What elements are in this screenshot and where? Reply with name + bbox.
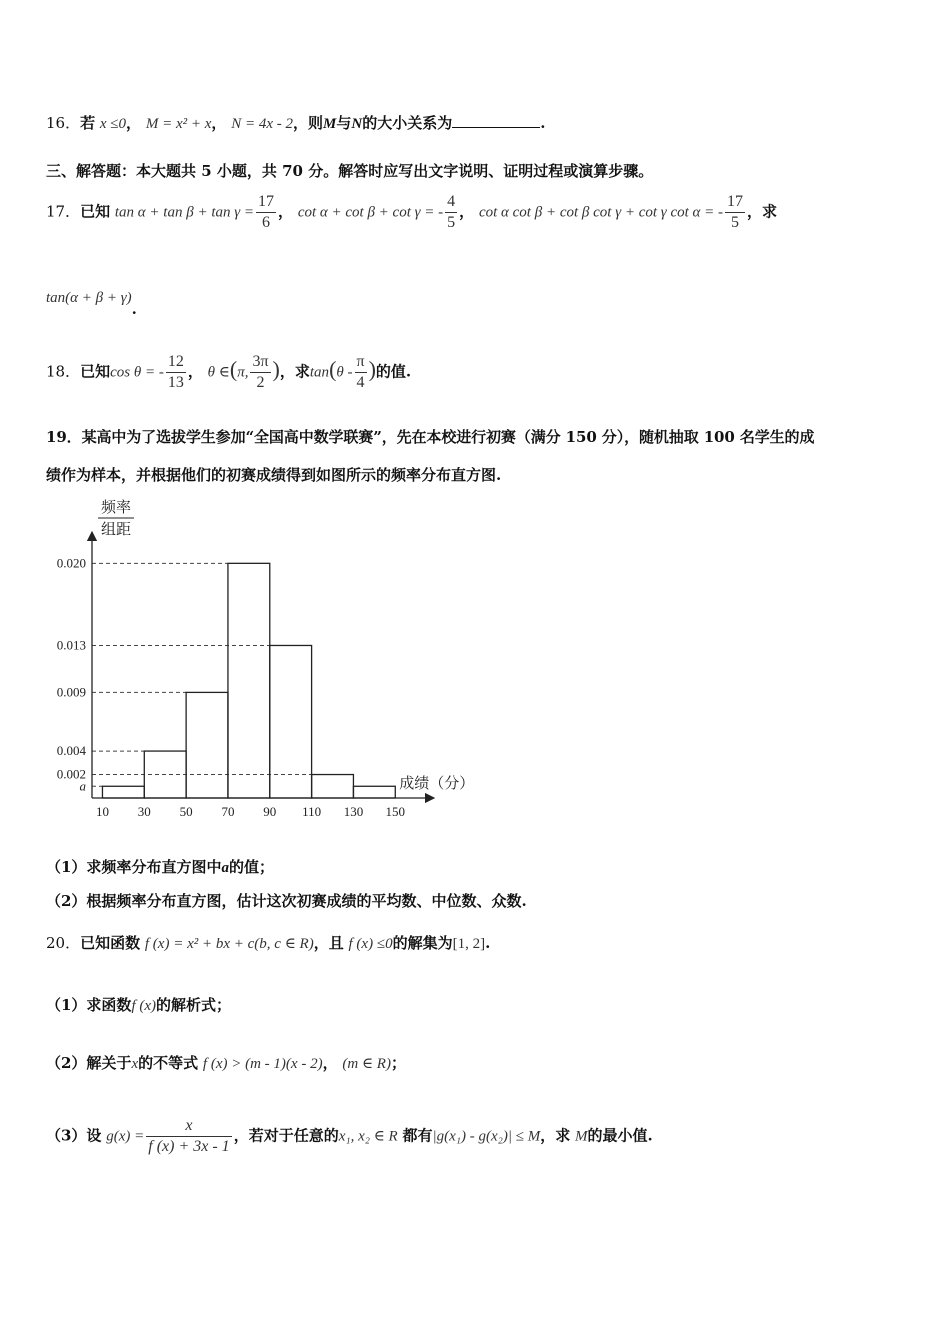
q17-number: 17． <box>46 202 81 221</box>
q20-part3-fraction <box>146 1116 231 1157</box>
q20-part3-ask: ，求 <box>540 1126 571 1145</box>
q20-line <box>46 932 490 955</box>
q20-part3-end: 的最小值. <box>587 1126 653 1145</box>
q20-solution-text: 的解集为 <box>392 934 453 952</box>
x-tick-label-0: 10 <box>95 804 109 819</box>
q17-eq1: tan α + tan β + tan γ = <box>114 204 255 221</box>
q18-interval-fraction <box>250 352 270 393</box>
q20-part3-variables: x₁, x₂ ∈ R <box>338 1128 398 1145</box>
q16-N: N <box>351 116 363 132</box>
histogram-bar-0 <box>102 786 144 798</box>
q16-line <box>46 112 545 135</box>
q16-condition: x ≤0 <box>99 116 127 132</box>
q20-part2-condition: (m ∈ R) <box>342 1056 391 1072</box>
q19-sub1 <box>46 856 274 879</box>
q20-part2-inequality: f (x) > (m - 1)(x - 2) <box>202 1056 323 1072</box>
q20-part3-denominator: f (x) + 3x - 1 <box>148 1138 230 1155</box>
q20-condition: f (x) ≤0 <box>348 936 393 952</box>
q18-interval-numerator: 3π <box>250 352 270 373</box>
q20-part3-M: M <box>575 1128 588 1145</box>
x-tick-label-4: 90 <box>263 804 277 819</box>
q19-line1: 19．某高中为了选拔学生参加“全国高中数学联赛”，先在本校进行初赛（满分 150 分），随机抽取 100 名学生的成 <box>46 428 815 446</box>
q20-part2-middle: 的不等式 <box>138 1054 199 1072</box>
q20-part3-all: 都有 <box>402 1126 433 1145</box>
q20-part1-prefix: （1）求函数 <box>46 996 132 1014</box>
q19-line2: 绩作为样本，并根据他们的初赛成绩得到如图所示的频率分布直方图. <box>46 466 502 484</box>
q17-eq2: cot α + cot β + cot γ = - <box>297 204 444 221</box>
q17-eq3-fraction <box>725 192 745 233</box>
q20-function: f (x) = x² + bx + c(b, c ∈ R) <box>144 936 314 952</box>
q16-prefix: 若 <box>80 114 96 132</box>
y-axis-label-top: 频率 <box>100 498 132 516</box>
q17-eq1-denominator: 6 <box>262 214 271 231</box>
x-tick-label-1: 30 <box>137 804 151 819</box>
q18-pi: π, <box>237 364 249 381</box>
q20-part3-prefix: （3）设 <box>46 1126 102 1145</box>
q16-M: M <box>322 116 337 132</box>
q18-tan-denominator: 4 <box>356 374 365 391</box>
q16-n-expression: N = 4x - 2 <box>231 116 293 132</box>
q17-eq2-denominator: 5 <box>447 214 456 231</box>
q18-tan-fraction <box>355 352 367 393</box>
q18-line: 18．已知cos θ = - $\frac{12}{13}$ ， θ ∈(π, $\frac{3\pi}{2}$ )，求tan(θ - $\frac{\pi}{4}$ )的值. <box>46 353 412 391</box>
q17-prefix: 已知 <box>80 202 111 221</box>
x-tick-label-7: 150 <box>385 804 406 819</box>
q17-sep1: ， <box>278 202 294 221</box>
section-3-heading: 三、解答题：本大题共 5 小题，共 70 分。解答时应写出文字说明、证明过程或演算步骤。 <box>46 162 654 180</box>
q18-cos-numerator: 12 <box>166 352 186 373</box>
x-tick-label-3: 70 <box>221 804 235 819</box>
q19-sub1-suffix: 的值； <box>228 858 274 876</box>
q20-part3-numerator: x <box>146 1116 231 1137</box>
q18-end: 的值. <box>375 362 412 381</box>
q17-eq3-denominator: 5 <box>731 214 740 231</box>
x-tick-label-5: 110 <box>302 804 322 819</box>
x-tick-label-6: 130 <box>343 804 364 819</box>
q18-tan-left-paren: ( <box>329 356 337 382</box>
y-tick-label-0: 0.020 <box>56 555 86 571</box>
q16-yu: 与 <box>336 114 352 132</box>
y-tick-label-4: 0.002 <box>56 766 86 782</box>
y-tick-label-3: 0.004 <box>56 743 86 759</box>
q17-eq3-numerator: 17 <box>725 192 745 213</box>
q17-eq1-numerator: 17 <box>256 192 276 213</box>
frequency-histogram <box>44 496 475 826</box>
q18-ask: ，求 <box>279 362 310 381</box>
q20-prefix: 已知函数 <box>80 934 141 952</box>
q18-tan-numerator: π <box>355 352 367 373</box>
histogram-bar-4 <box>270 645 312 798</box>
q17-eq3: cot α cot β + cot β cot γ + cot γ cot α = - <box>478 204 724 221</box>
q19-sub1-prefix: （1）求频率分布直方图中 <box>46 858 222 876</box>
q16-end: . <box>540 114 546 132</box>
q20-part2-x: x <box>131 1056 139 1072</box>
x-tick-label-2: 50 <box>179 804 193 819</box>
q18-cos-fraction <box>166 352 186 393</box>
q20-part1 <box>46 994 231 1017</box>
q17-end: . <box>131 300 137 318</box>
q17-eq2-numerator: 4 <box>445 192 457 213</box>
q20-part3-middle: ，若对于任意的 <box>233 1126 339 1145</box>
q16-sep2: ， <box>211 114 227 132</box>
q20-end: . <box>485 934 491 952</box>
q17-target: tan(α + β + γ) <box>46 290 132 306</box>
q16-answer-blank <box>452 113 540 128</box>
q17-sep2: ， <box>459 202 475 221</box>
q18-tan: tan <box>309 364 330 381</box>
histogram-bar-2 <box>186 692 228 798</box>
q20-part1-function: f (x) <box>131 998 157 1014</box>
q17-line <box>46 192 777 233</box>
q20-part2 <box>46 1052 406 1075</box>
q17-target-line <box>46 286 137 318</box>
q17-ask: ，求 <box>747 202 778 221</box>
q16-text1: ，则 <box>292 114 323 132</box>
q20-part1-suffix: 的解析式； <box>156 996 232 1014</box>
x-axis-label: 成绩（分） <box>399 774 475 792</box>
q16-text2: 的大小关系为 <box>362 114 453 132</box>
q20-part3-abs: |g(x₁) - g(x₂)| ≤ M <box>432 1128 541 1145</box>
q20-solution-set: [1, 2] <box>452 936 486 952</box>
q18-right-paren: ) <box>272 356 280 382</box>
y-axis-label-bottom: 组距 <box>100 520 132 538</box>
y-tick-label-2: 0.009 <box>56 684 86 700</box>
q18-interval-denominator: 2 <box>256 374 265 391</box>
q18-theta-in: θ ∈ <box>207 364 230 381</box>
q18-theta-minus: θ - <box>336 364 353 381</box>
q20-part2-prefix: （2）解关于 <box>46 1054 132 1072</box>
y-tick-label-1: 0.013 <box>56 637 86 653</box>
y-tick-label-5: a <box>79 778 86 794</box>
q17-eq1-fraction <box>256 192 276 233</box>
q19-sub1-a: a <box>221 860 229 876</box>
q18-left-paren: ( <box>229 356 238 382</box>
q18-tan-right-paren: ) <box>368 356 376 382</box>
q18-cos-denominator: 13 <box>167 374 184 391</box>
histogram-bar-3 <box>228 563 270 798</box>
q16-number: 16． <box>46 114 81 132</box>
q18-cos: cos θ = - <box>110 364 164 381</box>
q20-part2-end: ； <box>390 1054 406 1072</box>
histogram-bar-6 <box>353 786 395 798</box>
q16-m-expression: M = x² + x <box>145 116 212 132</box>
q20-and: ，且 <box>313 934 344 952</box>
q18-number: 18． <box>46 362 81 381</box>
q16-sep1: ， <box>126 114 142 132</box>
q18-prefix: 已知 <box>80 362 111 381</box>
q20-part3-g: g(x) = <box>106 1128 145 1145</box>
histogram-bar-5 <box>312 775 354 798</box>
q20-part2-sep: ， <box>322 1054 338 1072</box>
q17-eq2-fraction <box>445 192 457 233</box>
q20-number: 20． <box>46 934 81 952</box>
q19-sub2: （2）根据频率分布直方图，估计这次初赛成绩的平均数、中位数、众数. <box>46 892 527 910</box>
q20-part3 <box>46 1116 653 1157</box>
